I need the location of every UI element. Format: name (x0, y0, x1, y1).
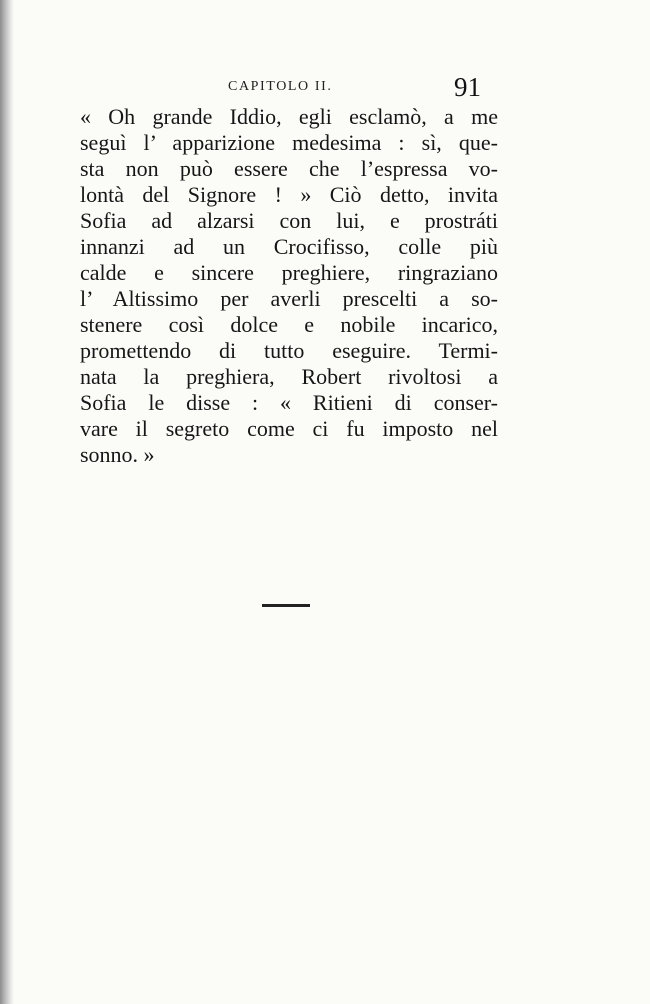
text-line: l’ Altissimo per averli prescelti a so- (80, 286, 498, 311)
text-line: « Oh grande Iddio, egli esclamò, a me (80, 104, 498, 129)
page-number: 91 (454, 72, 481, 102)
body-text (80, 104, 498, 468)
section-end-rule (262, 604, 310, 607)
text-line: Sofia ad alzarsi con lui, e prostráti (80, 208, 498, 233)
text-line: sta non può essere che l’espressa vo- (80, 156, 498, 181)
text-line: seguì l’ apparizione medesima : sì, que- (80, 130, 498, 155)
text-line: calde e sincere preghiere, ringraziano (80, 260, 498, 285)
text-line: vare il segreto come ci fu imposto nel (80, 416, 498, 441)
text-line: lontà del Signore ! » Ciò detto, invita (80, 182, 498, 207)
text-line: promettendo di tutto eseguire. Termi- (80, 338, 498, 363)
running-head-chapter: CAPITOLO II. (228, 79, 333, 94)
text-line: innanzi ad un Crocifisso, colle più (80, 234, 498, 259)
text-line: sonno. » (80, 442, 155, 467)
text-line: nata la preghiera, Robert rivoltosi a (80, 364, 498, 389)
page-binding-edge (0, 0, 14, 1004)
text-line: stenere così dolce e nobile incarico, (80, 312, 498, 337)
text-line: Sofia le disse : « Ritieni di conser- (80, 390, 498, 415)
